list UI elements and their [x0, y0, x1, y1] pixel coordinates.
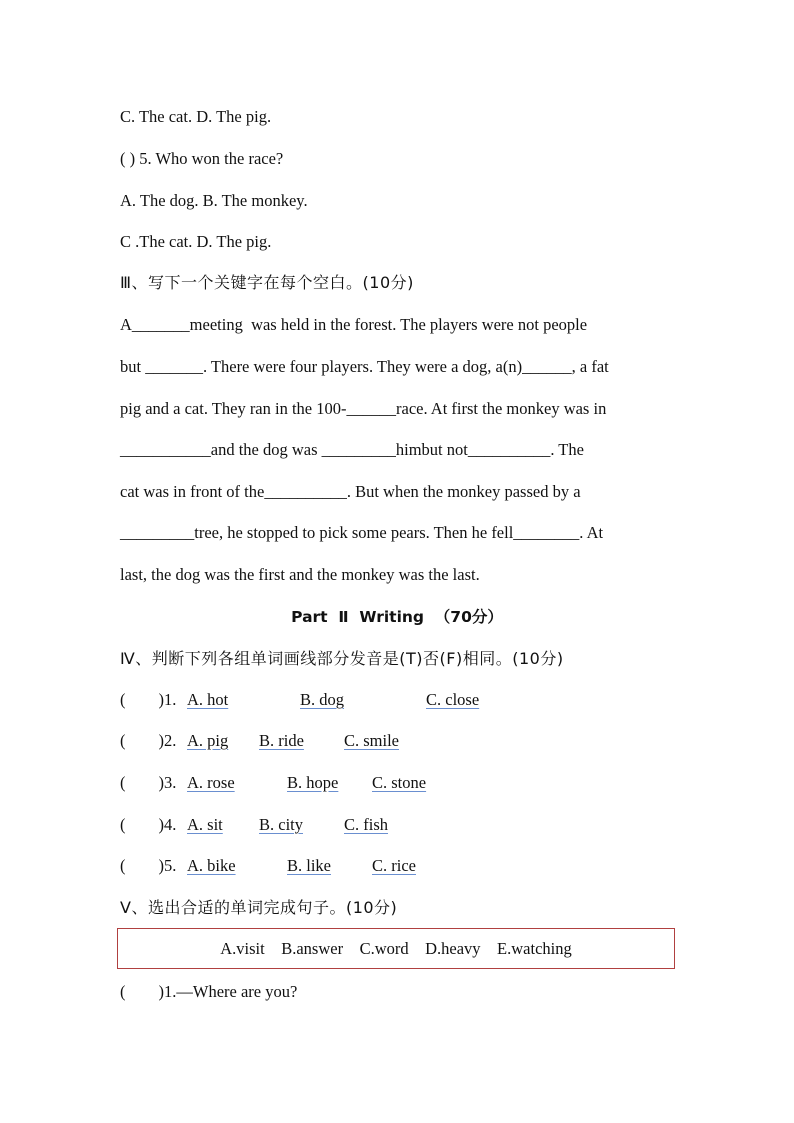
- cloze-line-3: pig and a cat. They ran in the 100-______race. At first the monkey was in: [120, 399, 607, 418]
- phonics-option-a: A. bike: [187, 856, 236, 875]
- phonics-option-a: A. hot: [187, 690, 229, 709]
- cloze-line-2: but _______. There were four players. They were a dog, a(n)______, a fat: [120, 357, 609, 376]
- phonics-option-c: C. rice: [372, 856, 416, 875]
- phonics-option-a: A. pig: [187, 731, 229, 750]
- phonics-option-a: A. sit: [187, 815, 223, 834]
- q5-options-ab: A. The dog. B. The monkey.: [120, 191, 308, 210]
- section-5-heading: Ⅴ、选出合适的单词完成句子。(10分): [120, 898, 398, 917]
- cloze-line-1: A_______meeting was held in the forest. The players were not people: [120, 315, 588, 334]
- phonics-row-number: ( )5.: [120, 856, 177, 875]
- phonics-option-b: B. like: [287, 856, 331, 875]
- cloze-line-4: ___________and the dog was _________himbut not__________. The: [120, 440, 584, 459]
- phonics-option-c: C. close: [426, 690, 480, 709]
- part-2-title: Part Ⅱ Writing （70分）: [291, 608, 503, 626]
- phonics-row-number: ( )3.: [120, 773, 177, 792]
- q5-question: ( ) 5. Who won the race?: [120, 149, 284, 168]
- phonics-option-c: C. fish: [344, 815, 389, 834]
- section-3-heading: Ⅲ、写下一个关键字在每个空白。(10分): [120, 273, 414, 292]
- phonics-option-b: B. city: [259, 815, 303, 834]
- phonics-option-b: B. ride: [259, 731, 304, 750]
- phonics-option-c: C. stone: [372, 773, 427, 792]
- section-4-heading: Ⅳ、判断下列各组单词画线部分发音是(T)否(F)相同。(10分): [120, 649, 564, 668]
- phonics-row-number: ( )4.: [120, 815, 177, 834]
- q4-options-cd: C. The cat. D. The pig.: [120, 107, 272, 126]
- phonics-option-c: C. smile: [344, 731, 400, 750]
- cloze-line-6: _________tree, he stopped to pick some pears. Then he fell________. At: [120, 523, 604, 542]
- cloze-line-7: last, the dog was the first and the monkey was the last.: [120, 565, 480, 584]
- cloze-line-5: cat was in front of the__________. But when the monkey passed by a: [120, 482, 581, 501]
- phonics-row-number: ( )1.: [120, 690, 177, 709]
- q5-options-cd: C .The cat. D. The pig.: [120, 232, 272, 251]
- word-bank-box: [117, 928, 675, 969]
- section-5-question-1: ( )1.—Where are you?: [120, 982, 298, 1001]
- phonics-option-b: B. hope: [287, 773, 339, 792]
- word-bank-text: A.visit B.answer C.word D.heavy E.watching: [220, 939, 572, 958]
- phonics-row-number: ( )2.: [120, 731, 177, 750]
- phonics-option-a: A. rose: [187, 773, 235, 792]
- phonics-option-b: B. dog: [300, 690, 345, 709]
